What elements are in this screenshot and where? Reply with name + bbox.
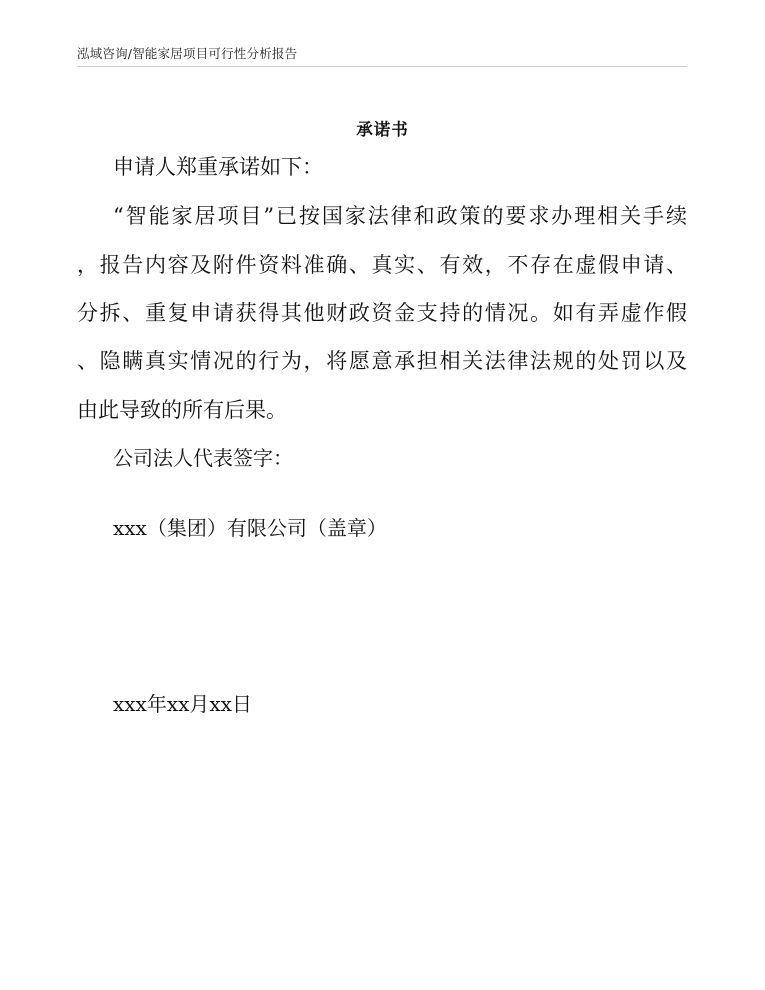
body-line-2: ，报告内容及附件资料准确、真实、有效，不存在虚假申请、	[77, 253, 687, 277]
body-line-4: 、隐瞒真实情况的行为，将愿意承担相关法律法规的处罚以及	[77, 349, 687, 373]
page-title: 承诺书	[356, 120, 409, 139]
body-line-1: “智能家居项目”已按国家法律和政策的要求办理相关手续	[113, 204, 687, 228]
header-divider	[77, 66, 687, 67]
running-header: 泓域咨询/智能家居项目可行性分析报告	[77, 46, 298, 61]
company-seal-line: xxx（集团）有限公司（盖章）	[113, 516, 387, 540]
body-line-3: 分拆、重复申请获得其他财政资金支持的情况。如有弄虚作假	[77, 301, 687, 325]
signature-label: 公司法人代表签字：	[113, 446, 293, 470]
date-line: xxx年xx月xx日	[113, 692, 252, 716]
body-line-5: 由此导致的所有后果。	[77, 398, 287, 422]
intro-statement: 申请人郑重承诺如下：	[113, 155, 323, 179]
